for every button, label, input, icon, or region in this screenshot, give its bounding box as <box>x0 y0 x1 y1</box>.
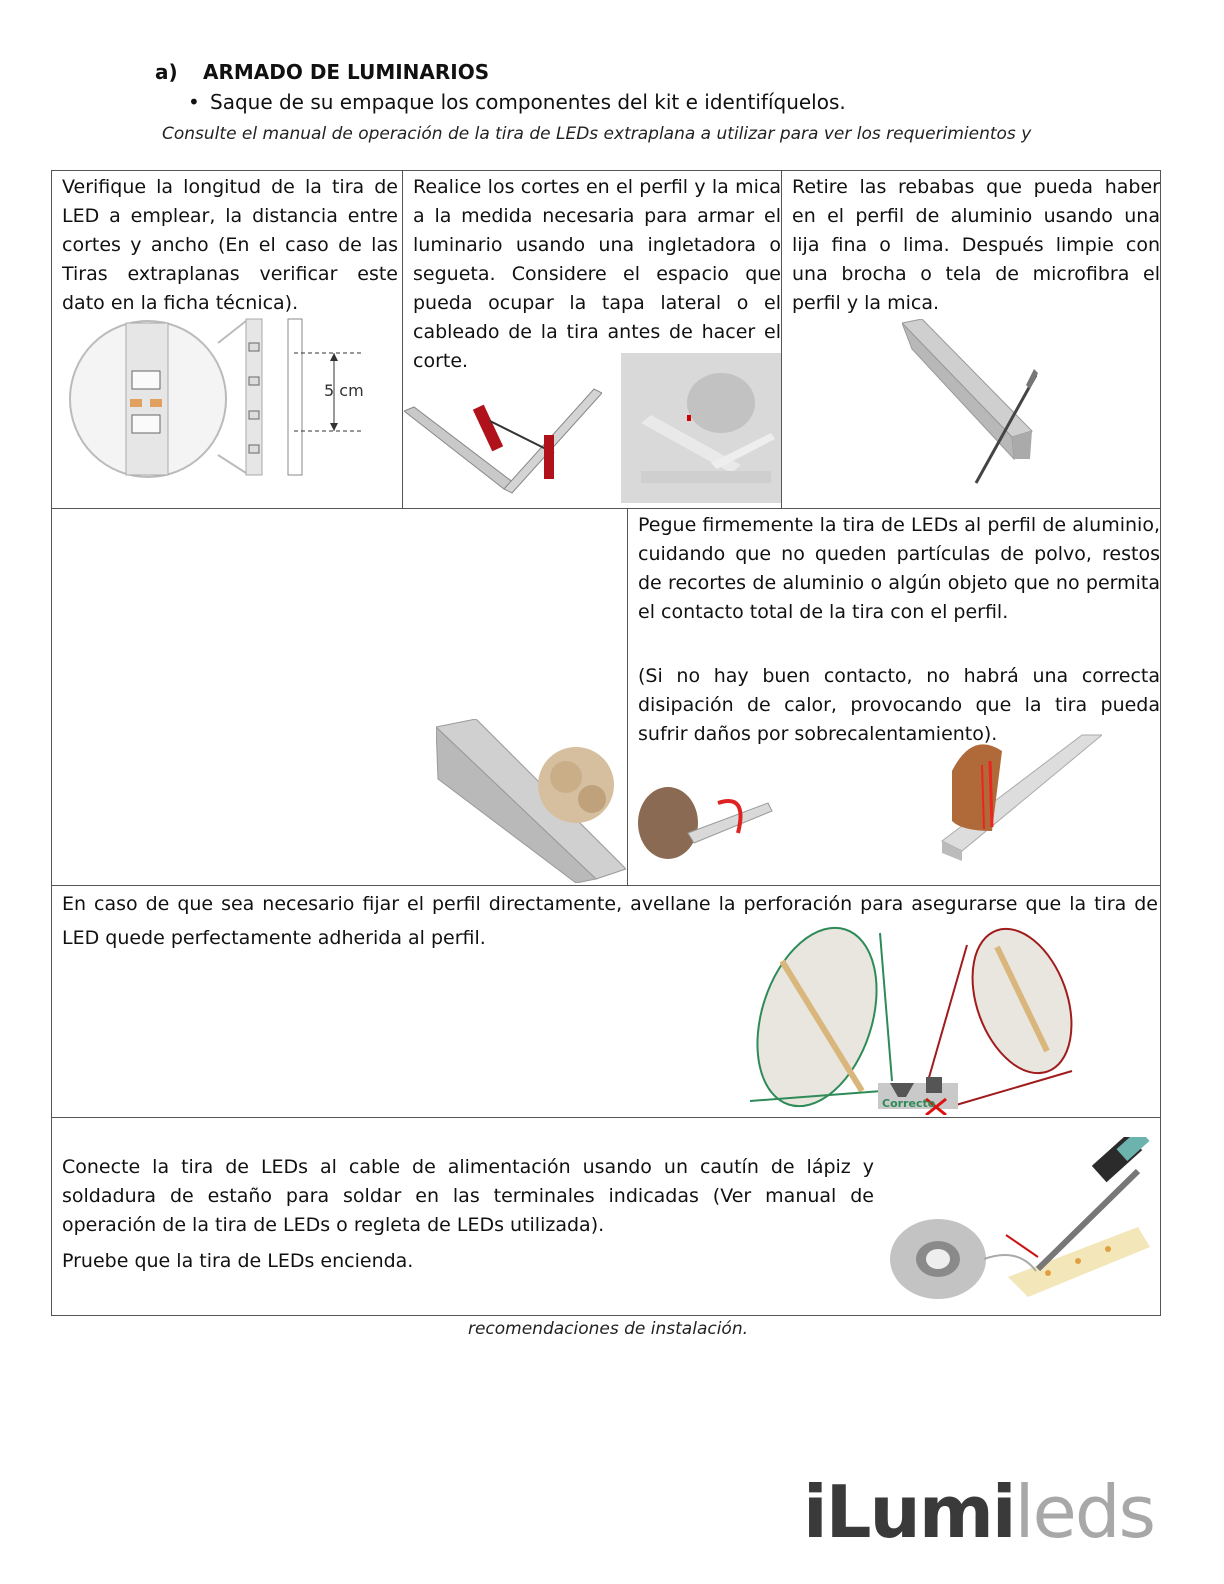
cell-solder-test <box>62 1247 762 1281</box>
step-solder-text-1: Conecte la tira de LEDs al cable de alimentación usando un cautín de lápiz y soldadura de estaño para soldar en las terminales indicadas (Ver manual de operación de la tira de LEDs o regleta de LEDs utilizada). <box>62 1156 874 1236</box>
bullet-symbol: • <box>188 90 200 114</box>
miter-saw-illustration <box>621 353 781 503</box>
step-cut-text: Realice los cortes en el perfil y la mica a la medida necesaria para armar el luminario usando una ingletadora o segueta. Considere el espacio que pueda ocupar la tapa lateral o el cableado de la tira antes de hacer el corte. <box>413 176 781 372</box>
cut-distance-label: 5 cm <box>324 381 364 400</box>
row-divider <box>52 885 1160 886</box>
logo-part-1: iLumi <box>803 1470 1015 1554</box>
cell-deburr <box>792 173 1160 323</box>
section-heading <box>155 60 489 84</box>
note-line-2: recomendaciones de instalación. <box>467 1319 749 1339</box>
countersink-comparison-illustration <box>742 921 1082 1115</box>
bullet-text: Saque de su empaque los componentes del kit e identifíquelos. <box>210 90 846 114</box>
step-solder-text-2: Pruebe que la tira de LEDs encienda. <box>62 1250 414 1272</box>
col-divider <box>781 171 782 508</box>
row-divider <box>52 508 1160 509</box>
bullet-item <box>188 90 846 114</box>
section-letter: a) <box>155 60 178 84</box>
correct-label: Correcto <box>882 1097 936 1110</box>
peel-adhesive-illustration <box>638 783 778 863</box>
step-verify-text: Verifique la longitud de la tira de LED a emplear, la distancia entre cortes y ancho (En el caso de las Tiras extraplanas verificar este dato en la ficha técnica). <box>62 176 398 314</box>
led-strip-application-illustration <box>932 731 1102 861</box>
ilumileds-logo <box>803 1470 1154 1554</box>
step-stick-text-2: (Si no hay buen contacto, no habrá una correcta disipación de calor, provocando que la tira pueda sufrir daños por sobrecalentamiento). <box>638 665 1160 745</box>
col-divider <box>627 508 628 885</box>
led-strip-magnifier-illustration <box>68 313 368 483</box>
hacksaw-illustration <box>404 383 602 503</box>
profile-file-illustration <box>902 319 1042 489</box>
cell-stick <box>638 511 1160 651</box>
step-deburr-text: Retire las rebabas que pueda haber en el perfil de aluminio usando una lija fina o lima. Después limpie con una brocha o tela de microfibra el perfil y la mica. <box>792 176 1160 314</box>
note-line-1: Consulte el manual de operación de la tira de LEDs extraplana a utilizar para ver los requerimientos y <box>162 124 1032 144</box>
profile-cloth-illustration <box>436 719 626 883</box>
step-stick-text-1: Pegue firmemente la tira de LEDs al perfil de aluminio, cuidando que no queden partículas de polvo, restos de recortes de aluminio o algún objeto que no permita el contacto total de la tira con el perfil. <box>638 514 1160 623</box>
logo-part-2: leds <box>1014 1470 1155 1554</box>
soldering-iron-illustration <box>888 1137 1150 1311</box>
cell-verify <box>62 173 398 323</box>
row-divider <box>52 1117 1160 1118</box>
cell-cut <box>413 173 781 383</box>
cell-solder <box>62 1153 874 1243</box>
section-title: ARMADO DE LUMINARIOS <box>203 60 490 84</box>
steps-table <box>51 170 1161 1316</box>
col-divider <box>402 171 403 508</box>
step-countersink-text: En caso de que sea necesario fijar el perfil directamente, avellane la perforación para asegurarse que la tira de LED quede perfectamente adherida al perfil. <box>62 893 1158 949</box>
